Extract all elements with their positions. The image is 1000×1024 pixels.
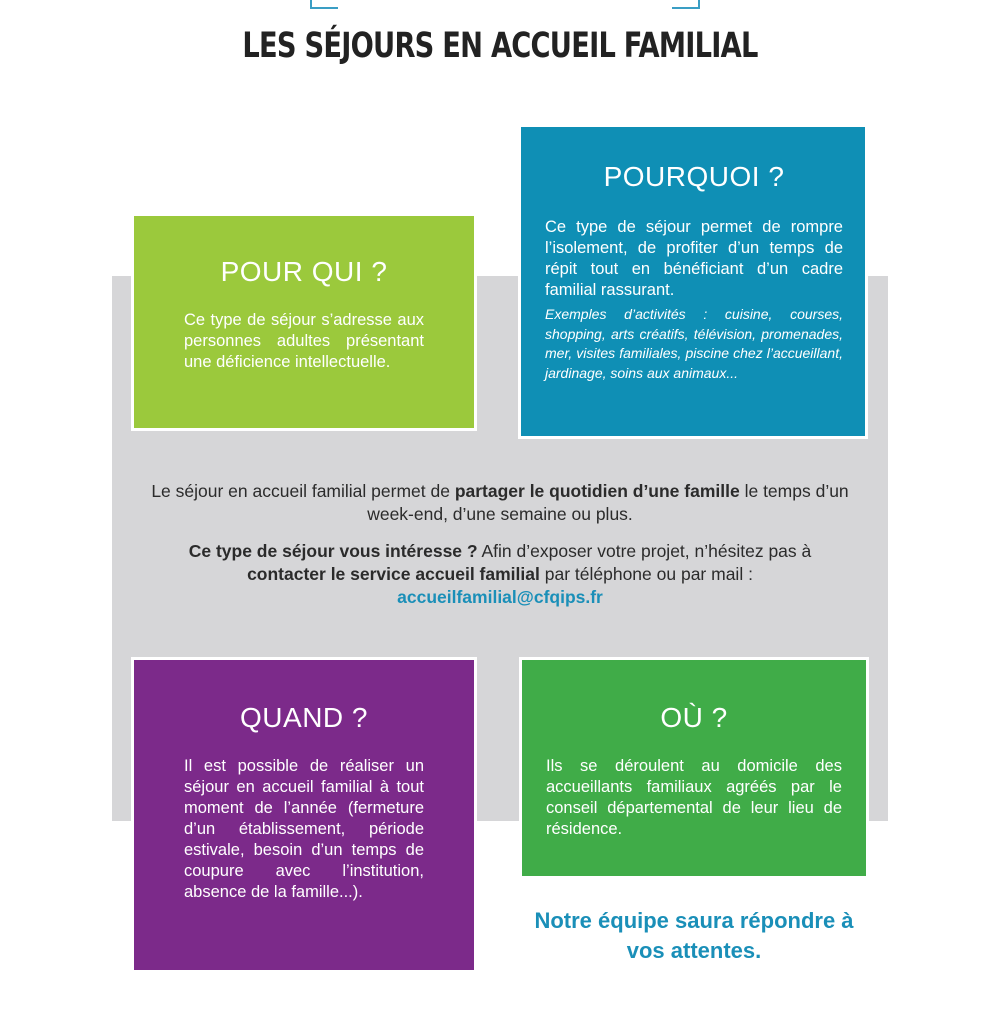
email-link[interactable]: accueilfamilial@cfqips.fr [397, 587, 603, 607]
intro-text-b: le temps d’un week-end, d’une semaine ou plus. [367, 481, 849, 524]
pourquoi-box [518, 124, 868, 439]
ou-heading: OÙ ? [660, 702, 728, 733]
ou-box [519, 657, 869, 879]
ou-text: Ils se déroulent au domicile des accueillants familiaux agréés par le conseil départemental de leur lieu de résidence. [546, 757, 842, 838]
intro-highlight: partager le quotidien d’une famille [454, 481, 740, 501]
quand-box [131, 657, 477, 973]
pourquoi-heading: POURQUOI ? [603, 161, 785, 192]
closing-message: Notre équipe saura répondre à vos attentes. [534, 908, 854, 963]
contact-question: Ce type de séjour vous intéresse ? [188, 541, 478, 561]
pourquoi-text: Ce type de séjour permet de rompre l’isolement, de profiter d’un temps de répit tout en bénéficiant d’un cadre familial rassurant. [545, 218, 843, 299]
quand-text: Il est possible de réaliser un séjour en accueil familial à tout moment de l’année (fermeture d’un établissement, période estivale, besoin d’un temps de coupure avec l’institution, absence de la famille...). [184, 757, 424, 901]
intro-text-a: Le séjour en accueil familial permet de [151, 481, 455, 501]
intro-paragraph [150, 480, 850, 526]
contact-highlight: contacter le service accueil familial [247, 564, 540, 584]
pour-qui-heading: POUR QUI ? [220, 256, 388, 287]
decorative-bracket-right [672, 0, 700, 9]
page-title: LES SÉJOURS EN ACCUEIL FAMILIAL [242, 26, 758, 66]
contact-paragraph [150, 540, 850, 609]
decorative-bracket-left [310, 0, 338, 9]
quand-heading: QUAND ? [240, 702, 368, 733]
contact-text-b: par téléphone ou par mail : [539, 564, 753, 584]
pour-qui-box [131, 213, 477, 431]
contact-text-a: Afin d’exposer votre projet, n’hésitez pas à [477, 541, 812, 561]
pour-qui-text: Ce type de séjour s’adresse aux personnes adultes présentant une déficience intellectuelle. [184, 311, 424, 371]
pourquoi-examples: Exemples d’activités : cuisine, courses, shopping, arts créatifs, télévision, promenades, mer, visites familiales, piscine chez l’accueillant, jardinage, soins aux animaux... [545, 306, 843, 381]
